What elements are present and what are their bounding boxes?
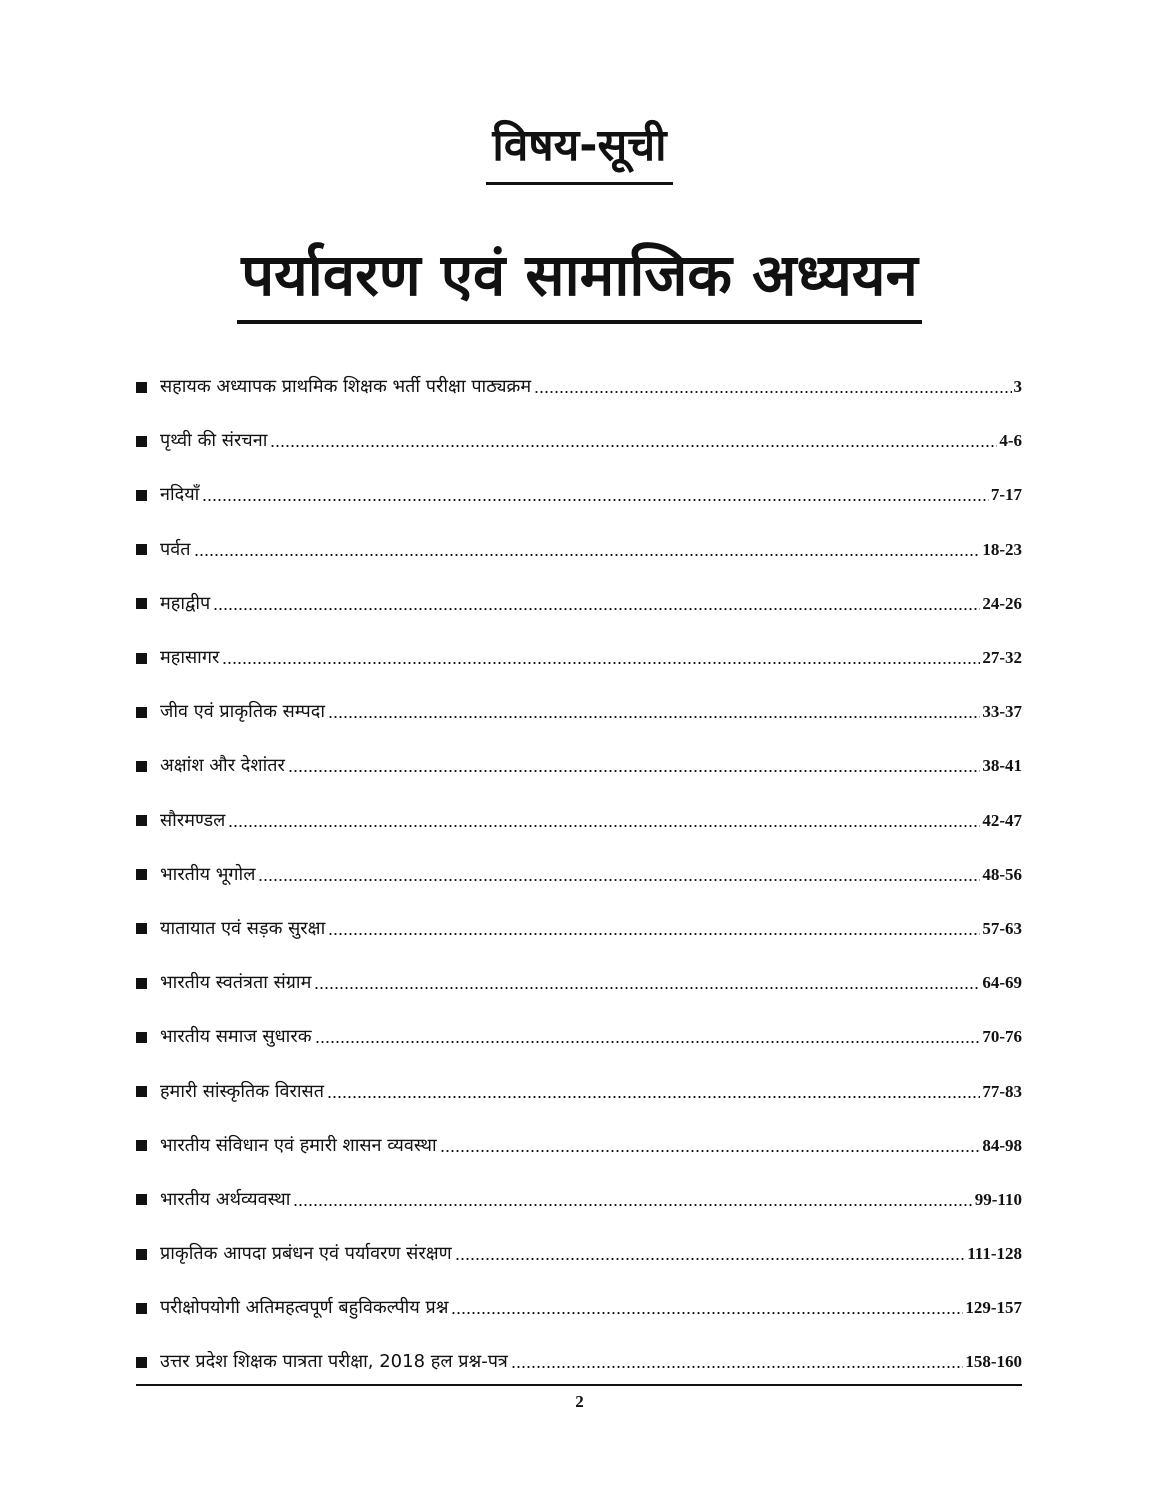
toc-entry[interactable]: [136, 414, 1022, 468]
toc-entry[interactable]: [136, 1173, 1022, 1227]
dot-leader: [228, 823, 980, 829]
square-bullet-icon: [136, 653, 147, 664]
table-of-contents: [136, 360, 1022, 1390]
toc-entry[interactable]: [136, 956, 1022, 1010]
square-bullet-icon: [136, 436, 147, 447]
toc-entry[interactable]: [136, 1335, 1022, 1389]
toc-entry[interactable]: [136, 1064, 1022, 1118]
toc-entry-title: महाद्वीप: [160, 592, 211, 614]
toc-entry-pages: 3: [1013, 377, 1022, 397]
toc-entry-title: सहायक अध्यापक प्राथमिक शिक्षक भर्ती परीक्षा पाठ्यक्रम: [160, 376, 532, 398]
dot-leader: [293, 1202, 972, 1208]
toc-entry-title: जीव एवं प्राकृतिक सम्पदा: [160, 701, 325, 723]
dot-leader: [511, 1364, 963, 1370]
dot-leader: [455, 1256, 966, 1262]
dot-leader: [270, 443, 997, 449]
toc-entry-title: भारतीय समाज सुधारक: [160, 1026, 312, 1048]
toc-entry-pages: 33-37: [982, 702, 1022, 722]
square-bullet-icon: [136, 1032, 147, 1043]
toc-entry-pages: 99-110: [974, 1189, 1022, 1209]
toc-entry-title: सौरमण्डल: [160, 809, 226, 831]
toc-entry[interactable]: [136, 1010, 1022, 1064]
toc-entry[interactable]: [136, 631, 1022, 685]
square-bullet-icon: [136, 978, 147, 989]
toc-entry[interactable]: [136, 1281, 1022, 1335]
dot-leader: [202, 497, 989, 503]
dot-leader: [451, 1310, 963, 1316]
contents-heading-block: [0, 118, 1159, 185]
dot-leader: [213, 606, 980, 612]
dot-leader: [194, 552, 981, 558]
dot-leader: [314, 985, 980, 991]
toc-entry-pages: 77-83: [982, 1081, 1022, 1101]
toc-entry-pages: 4-6: [999, 431, 1022, 451]
toc-entry[interactable]: [136, 1227, 1022, 1281]
toc-entry-title: यातायात एवं सड़क सुरक्षा: [160, 917, 326, 939]
square-bullet-icon: [136, 869, 147, 880]
toc-entry-title: प्राकृतिक आपदा प्रबंधन एवं पर्यावरण संरक्षण: [160, 1243, 452, 1265]
toc-entry-title: नदियाँ: [160, 484, 200, 506]
subject-title: पर्यावरण एवं सामाजिक अध्ययन: [237, 240, 922, 324]
toc-entry[interactable]: [136, 794, 1022, 848]
toc-entry-title: परीक्षोपयोगी अतिमहत्वपूर्ण बहुविकल्पीय प्रश्न: [160, 1297, 449, 1319]
dot-leader: [327, 1094, 980, 1100]
dot-leader: [258, 877, 980, 883]
square-bullet-icon: [136, 598, 147, 609]
square-bullet-icon: [136, 1249, 147, 1260]
toc-entry-title: हमारी सांस्कृतिक विरासत: [160, 1080, 324, 1102]
toc-entry-pages: 24-26: [982, 593, 1022, 613]
toc-entry-title: भारतीय संविधान एवं हमारी शासन व्यवस्था: [160, 1134, 437, 1156]
page-number: 2: [575, 1392, 584, 1411]
toc-entry-pages: 129-157: [965, 1298, 1022, 1318]
toc-entry-pages: 18-23: [982, 539, 1022, 559]
toc-entry[interactable]: [136, 577, 1022, 631]
toc-entry-pages: 7-17: [990, 485, 1022, 505]
toc-entry[interactable]: [136, 360, 1022, 414]
toc-entry-title: उत्तर प्रदेश शिक्षक पात्रता परीक्षा, 2018 हल प्रश्न-पत्र: [160, 1351, 508, 1373]
toc-entry[interactable]: [136, 902, 1022, 956]
square-bullet-icon: [136, 490, 147, 501]
dot-leader: [288, 768, 980, 774]
dot-leader: [328, 931, 980, 937]
toc-entry-title: भारतीय भूगोल: [160, 863, 256, 885]
toc-entry-pages: 111-128: [967, 1244, 1022, 1264]
toc-entry[interactable]: [136, 1119, 1022, 1173]
toc-entry[interactable]: [136, 468, 1022, 522]
toc-entry-pages: 70-76: [982, 1027, 1022, 1047]
toc-entry-pages: 57-63: [982, 918, 1022, 938]
dot-leader: [222, 660, 980, 666]
toc-entry-title: भारतीय स्वतंत्रता संग्राम: [160, 972, 312, 994]
footer-divider: [136, 1384, 1022, 1386]
toc-entry-title: पर्वत: [160, 538, 191, 560]
square-bullet-icon: [136, 1357, 147, 1368]
square-bullet-icon: [136, 382, 147, 393]
toc-entry-pages: 84-98: [982, 1135, 1022, 1155]
toc-entry-title: अक्षांश और देशांतर: [160, 755, 285, 777]
toc-entry-pages: 42-47: [982, 810, 1022, 830]
square-bullet-icon: [136, 1194, 147, 1205]
toc-entry-pages: 38-41: [982, 756, 1022, 776]
toc-entry[interactable]: [136, 848, 1022, 902]
square-bullet-icon: [136, 923, 147, 934]
dot-leader: [534, 389, 1011, 395]
square-bullet-icon: [136, 815, 147, 826]
square-bullet-icon: [136, 1303, 147, 1314]
square-bullet-icon: [136, 544, 147, 555]
contents-heading: विषय-सूची: [486, 118, 672, 185]
toc-entry-pages: 158-160: [965, 1352, 1022, 1372]
square-bullet-icon: [136, 1140, 147, 1151]
dot-leader: [315, 1039, 981, 1045]
square-bullet-icon: [136, 761, 147, 772]
square-bullet-icon: [136, 707, 147, 718]
toc-entry-pages: 27-32: [982, 648, 1022, 668]
subject-title-block: [0, 240, 1159, 324]
toc-entry-pages: 64-69: [982, 973, 1022, 993]
toc-entry-title: भारतीय अर्थव्यवस्था: [160, 1188, 291, 1210]
dot-leader: [328, 714, 980, 720]
toc-entry[interactable]: [136, 739, 1022, 793]
toc-entry[interactable]: [136, 523, 1022, 577]
toc-entry[interactable]: [136, 685, 1022, 739]
square-bullet-icon: [136, 1086, 147, 1097]
toc-entry-title: पृथ्वी की संरचना: [160, 430, 268, 452]
toc-entry-title: महासागर: [160, 647, 220, 669]
toc-entry-pages: 48-56: [982, 864, 1022, 884]
dot-leader: [440, 1148, 981, 1154]
